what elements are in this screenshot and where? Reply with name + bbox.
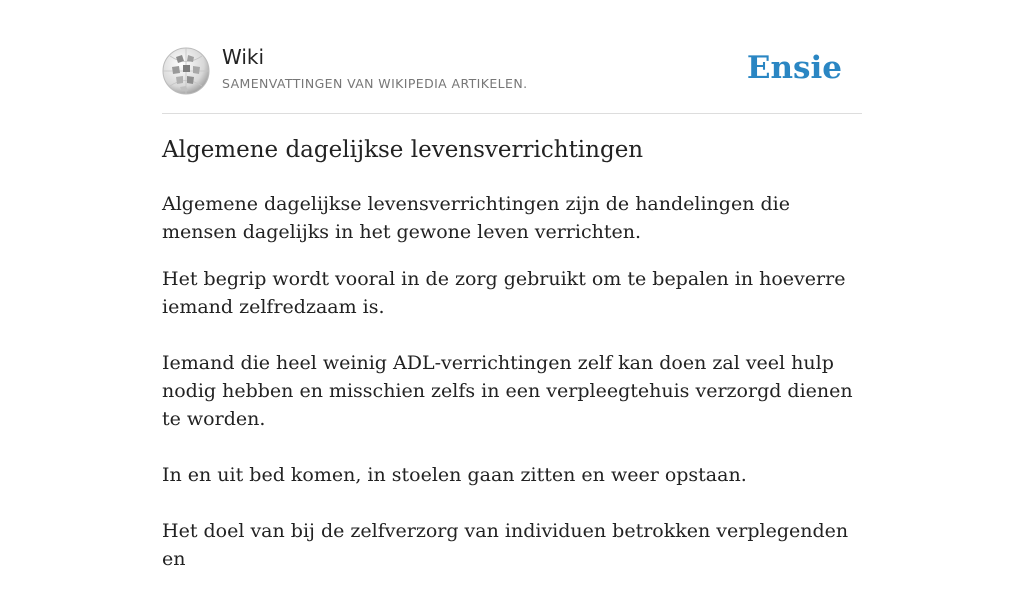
article-title: Algemene dagelijkse levensverrichtingen [162,137,644,163]
brand-logo[interactable]: Ensie [746,50,842,86]
site-header [162,0,862,114]
wikipedia-globe-icon[interactable] [162,47,210,95]
article-paragraph: Algemene dagelijkse levensverrichtingen zijn de handelingen die mensen dagelijks in het gewone leven verrichten. [162,193,790,243]
article-paragraph: Het doel van bij de zelfverzorg van individuen betrokken verplegenden en [162,520,849,570]
page-container [162,0,862,570]
site-title[interactable]: Wiki [222,45,265,69]
site-tagline: SAMENVATTINGEN VAN WIKIPEDIA ARTIKELEN. [222,76,528,91]
article-paragraph: Iemand die heel weinig ADL-verrichtingen zelf kan doen zal veel hulp nodig hebben en misschien zelfs in een verpleegtehuis verzorgd dienen te worden. [162,352,853,430]
article-paragraph: Het begrip wordt vooral in de zorg gebruikt om te bepalen in hoeverre iemand zelfredzaam is. [162,268,846,318]
article-paragraph: In en uit bed komen, in stoelen gaan zitten en weer opstaan. [162,464,747,486]
article-content [162,190,862,592]
